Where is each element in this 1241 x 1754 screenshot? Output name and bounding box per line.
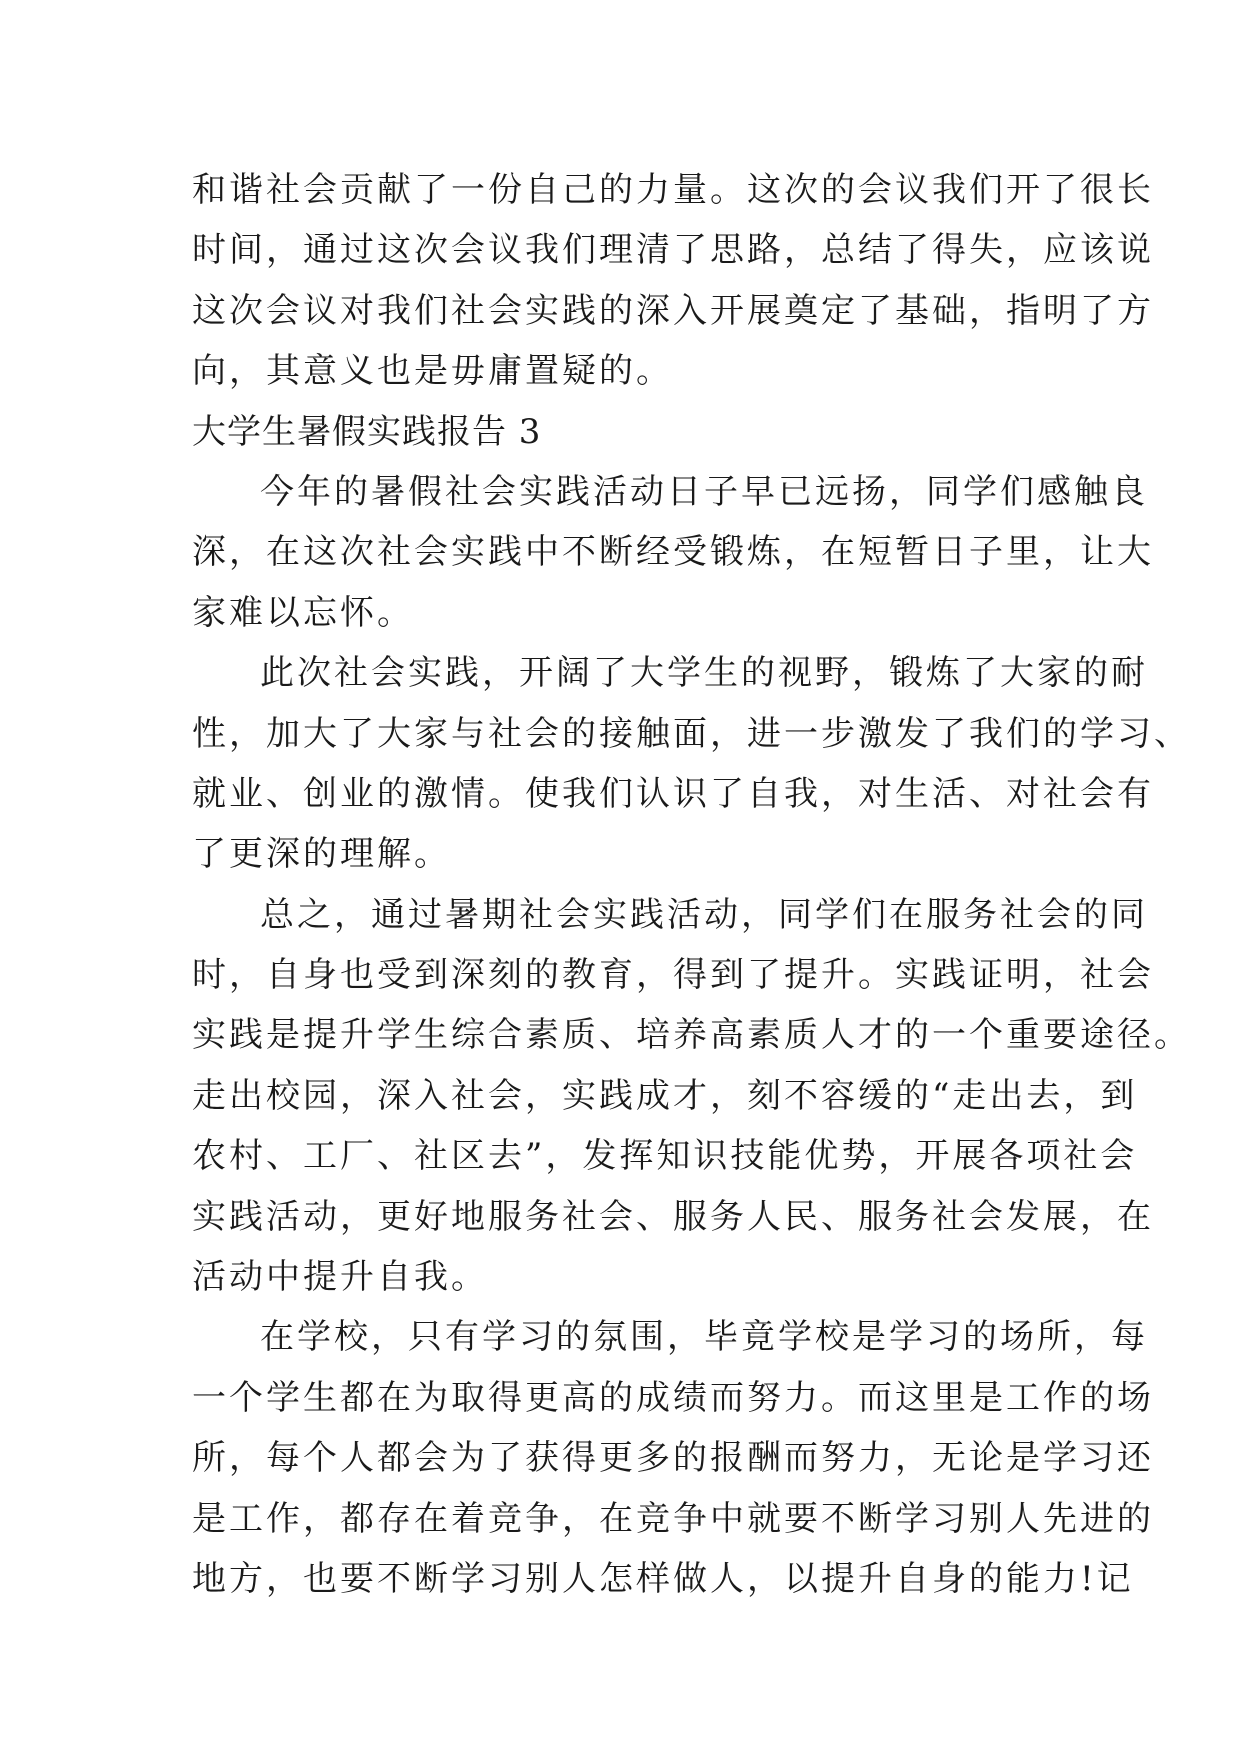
section-heading: 大学生暑假实践报告 3 — [192, 411, 542, 452]
paragraph-first-line: 今年的暑假社会实践活动日子早已远扬，同学们感触良 — [260, 471, 1148, 512]
text-line: 了更深的理解。 — [192, 834, 451, 875]
text-line: 实践活动，更好地服务社会、服务人民、服务社会发展，在 — [192, 1196, 1154, 1237]
text-line: 一个学生都在为取得更高的成绩而努力。而这里是工作的场 — [192, 1377, 1154, 1418]
text-line: 是工作，都存在着竞争，在竞争中就要不断学习别人先进的 — [192, 1498, 1154, 1539]
text-line: 地方，也要不断学习别人怎样做人，以提升自身的能力!记 — [192, 1558, 1134, 1599]
document-body — [192, 160, 1191, 1609]
text-line: 时，自身也受到深刻的教育，得到了提升。实践证明，社会 — [192, 955, 1154, 996]
text-line: 时间，通过这次会议我们理清了思路，总结了得失，应该说 — [192, 230, 1154, 271]
text-line: 走出校园，深入社会，实践成才，刻不容缓的“走出去，到 — [192, 1075, 1138, 1116]
paragraph-first-line: 此次社会实践，开阔了大学生的视野，锻炼了大家的耐 — [260, 653, 1148, 694]
text-line: 这次会议对我们社会实践的深入开展奠定了基础，指明了方 — [192, 290, 1154, 331]
text-line: 农村、工厂、社区去”，发挥知识技能优势，开展各项社会 — [192, 1136, 1138, 1177]
text-line: 家难以忘怀。 — [192, 592, 414, 633]
text-line: 和谐社会贡献了一份自己的力量。这次的会议我们开了很长 — [192, 170, 1154, 210]
text-line: 深，在这次社会实践中不断经受锻炼，在短暂日子里，让大 — [192, 532, 1154, 573]
text-line: 实践是提升学生综合素质、培养高素质人才的一个重要途径。 — [192, 1015, 1191, 1056]
paragraph-first-line: 在学校，只有学习的氛围，毕竟学校是学习的场所，每 — [260, 1317, 1148, 1358]
text-line: 性，加大了大家与社会的接触面，进一步激发了我们的学习、 — [192, 713, 1191, 754]
text-line: 就业、创业的激情。使我们认识了自我，对生活、对社会有 — [192, 773, 1154, 814]
paragraph-first-line: 总之，通过暑期社会实践活动，同学们在服务社会的同 — [260, 894, 1148, 935]
text-line: 活动中提升自我。 — [192, 1257, 488, 1298]
text-line: 所，每个人都会为了获得更多的报酬而努力，无论是学习还 — [192, 1438, 1154, 1479]
text-line: 向，其意义也是毋庸置疑的。 — [192, 351, 673, 392]
